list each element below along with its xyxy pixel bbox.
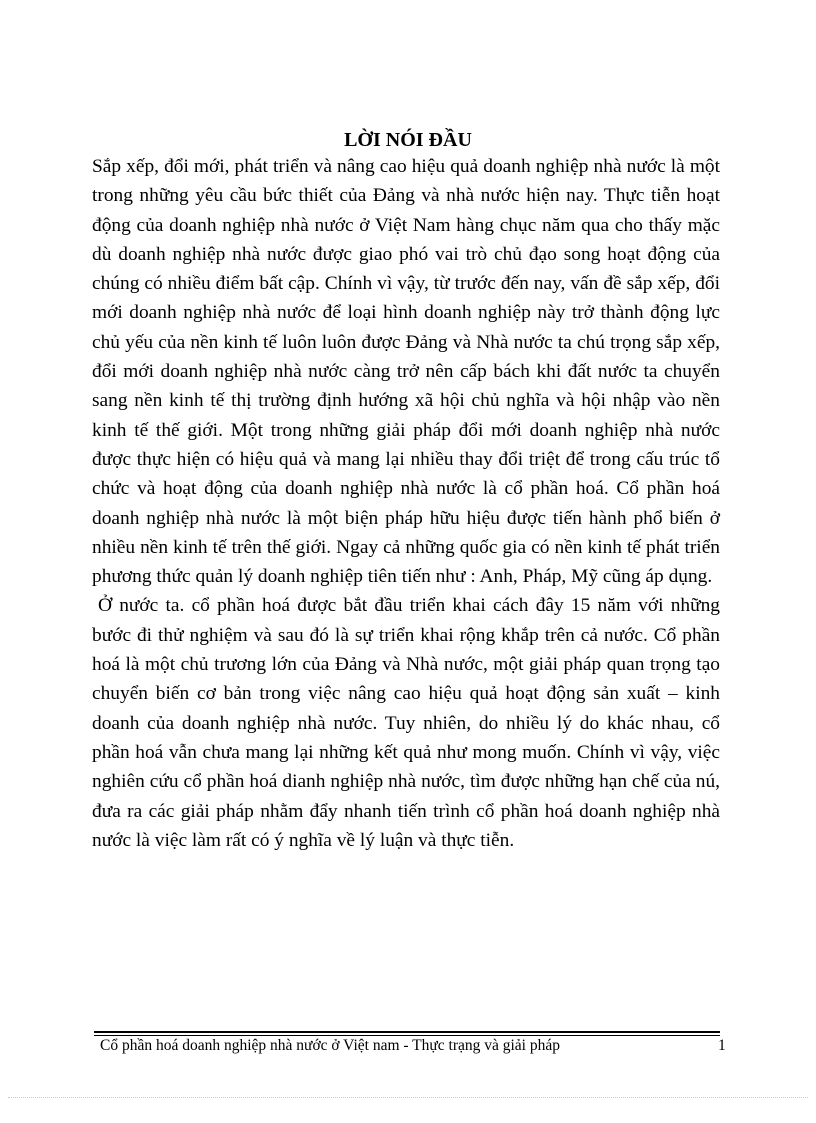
paragraph-intro: Sắp xếp, đổi mới, phát triển và nâng cao hiệu quả doanh nghiệp nhà nước là một trong những yêu cầu bức thiết của Đảng và nhà nước hiện nay. Thực tiễn hoạt động của doanh nghiệp nhà nước ở Việt Nam hàng chục năm qua cho thấy mặc dù doanh nghiệp nhà nước được giao phó vai trò chủ đạo song hoạt động của chúng có nhiều điểm bất cập. Chính vì vậy, từ trước đến nay, vấn đề sắp xếp, đổi mới doanh nghiệp nhà nước để loại hình doanh nghiệp này trở thành động lực chủ yếu của nền kinh tế luôn luôn được Đảng và Nhà nước ta chú trọng sắp xếp, đổi mới doanh nghiệp nhà nước càng trở nên cấp bách khi đất nước ta chuyển sang nền kinh tế thị trường định hướng xã hội chủ nghĩa và hội nhập vào nền kinh tế thế giới. Một trong những giải pháp đổi mới doanh nghiệp nhà nước được thực hiện có hiệu quả và mang lại nhiều thay đổi triệt để trong cấu trúc tổ chức và hoạt động của doanh nghiệp nhà nước là cổ phần hoá. Cổ phần hoá doanh nghiệp nhà nước là một biện pháp hữu hiệu được tiến hành phổ biến ở nhiều nền kinh tế trên thế giới. Ngay cả những quốc gia có nền kinh tế phát triển phương thức quản lý doanh nghiệp tiên tiến như : Anh, Pháp, Mỹ cũng áp dụng.	[92, 156, 720, 588]
page-title: LỜI NÓI ĐẦU	[344, 129, 472, 151]
page-number: 1	[718, 1037, 726, 1054]
page-boundary	[8, 1097, 808, 1098]
paragraph-vietnam: Ở nước ta. cổ phần hoá được bắt đầu triển khai cách đây 15 năm với những bước đi thử nghiệm và sau đó là sự triển khai rộng khắp trên cả nước. Cổ phần hoá là một chủ trương lớn của Đảng và Nhà nước, một giải pháp quan trọng tạo chuyển biến cơ bản trong việc nâng cao hiệu quả hoạt động sản xuất – kinh doanh của doanh nghiệp nhà nước. Tuy nhiên, do nhiều lý do khác nhau, cổ phần hoá vẫn chưa mang lại những kết quả như mong muốn. Chính vì vậy, việc nghiên cứu cổ phần hoá dianh nghiệp nhà nước, tìm được những hạn chế của nú, đưa ra các giải pháp nhằm đẩy nhanh tiến trình cổ phần hoá doanh nghiệp nhà nước là việc làm rất có ý nghĩa về lý luận và thực tiễn.	[92, 595, 720, 851]
footer-title: Cổ phần hoá doanh nghiệp nhà nước ở Việt nam - Thực trạng và giải pháp	[100, 1037, 560, 1054]
footer-rule-thick	[94, 1031, 720, 1033]
document-body	[92, 152, 720, 855]
